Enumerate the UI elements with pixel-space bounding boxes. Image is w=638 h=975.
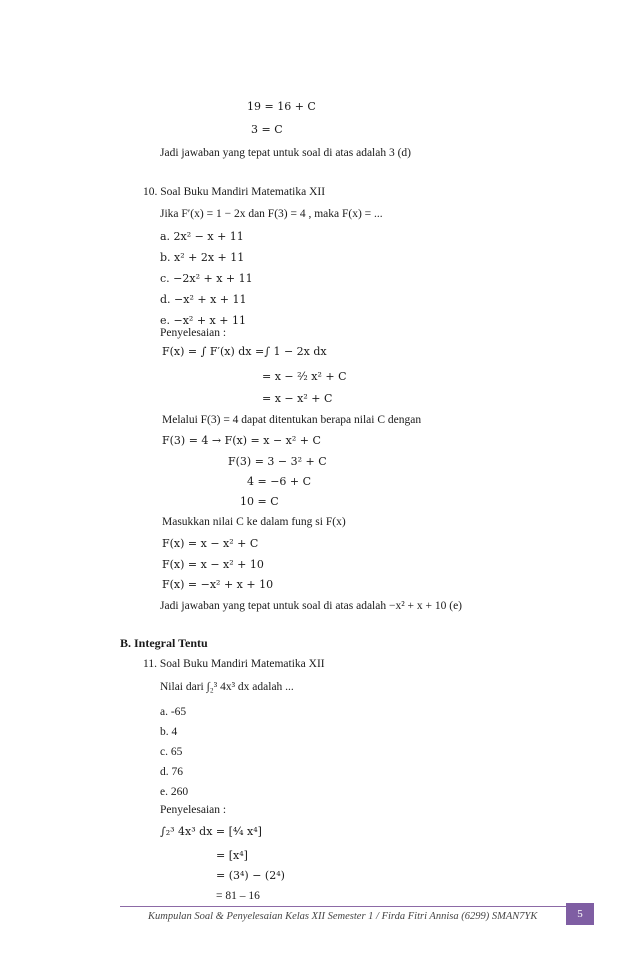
option-a: a. 2x² − x + 11 <box>160 230 244 243</box>
option-d: d. −x² + x + 11 <box>160 293 247 306</box>
solution-line: = (3⁴) − (2⁴) <box>216 869 285 882</box>
solution-line: 10 = C <box>240 495 279 508</box>
option-d: d. 76 <box>160 766 183 778</box>
option-c: c. 65 <box>160 746 183 758</box>
solution-line: = 81 – 16 <box>216 890 260 902</box>
option-c: c. −2x² + x + 11 <box>160 272 253 285</box>
solution-line: 4 = −6 + C <box>247 475 312 488</box>
section-heading: B. Integral Tentu <box>120 636 208 650</box>
solution-line: ∫₂³ 4x³ dx = [⁴⁄₄ x⁴] <box>160 825 262 838</box>
solution-line: F(x) = x − x² + 10 <box>162 558 264 571</box>
question-title: 11. Soal Buku Mandiri Matematika XII <box>143 658 325 670</box>
question-stem: Nilai dari ∫₂³ 4x³ dx adalah ... <box>160 681 294 693</box>
solution-line: Melalui F(3) = 4 dapat ditentukan berapa nilai C dengan <box>162 414 422 426</box>
solution-label: Penyelesaian : <box>160 804 227 816</box>
solution-label: Penyelesaian : <box>160 327 227 339</box>
equation-line: 3 = C <box>251 123 283 136</box>
solution-line: F(x) = x − x² + C <box>162 537 259 550</box>
solution-line: = x − x² + C <box>262 392 333 405</box>
solution-line: = [x⁴] <box>216 849 248 862</box>
solution-line: F(x) = ∫ F′(x) dx =∫ 1 − 2x dx <box>162 345 327 358</box>
footer-divider <box>120 906 572 907</box>
option-b: b. x² + 2x + 11 <box>160 251 245 264</box>
solution-line: F(3) = 3 − 3² + C <box>228 455 327 468</box>
option-a: a. -65 <box>160 706 187 718</box>
solution-line: F(3) = 4 → F(x) = x − x² + C <box>162 434 321 447</box>
option-e: e. −x² + x + 11 <box>160 314 246 327</box>
page-number: 5 <box>566 903 594 925</box>
answer-line: Jadi jawaban yang tepat untuk soal di atas adalah 3 (d) <box>160 147 412 159</box>
solution-line: = x − ²⁄₂ x² + C <box>262 370 347 383</box>
answer-line: Jadi jawaban yang tepat untuk soal di atas adalah −x² + x + 10 (e) <box>160 600 463 612</box>
option-e: e. 260 <box>160 786 189 798</box>
footer-text: Kumpulan Soal & Penyelesaian Kelas XII Semester 1 / Firda Fitri Annisa (6299) SMAN7YK <box>148 911 538 922</box>
question-stem: Jika F′(x) = 1 − 2x dan F(3) = 4 , maka F(x) = ... <box>160 208 383 220</box>
equation-line: 19 = 16 + C <box>247 100 316 113</box>
solution-line: F(x) = −x² + x + 10 <box>162 578 274 591</box>
question-title: 10. Soal Buku Mandiri Matematika XII <box>143 186 326 198</box>
solution-line: Masukkan nilai C ke dalam fung si F(x) <box>162 516 346 528</box>
option-b: b. 4 <box>160 726 178 738</box>
